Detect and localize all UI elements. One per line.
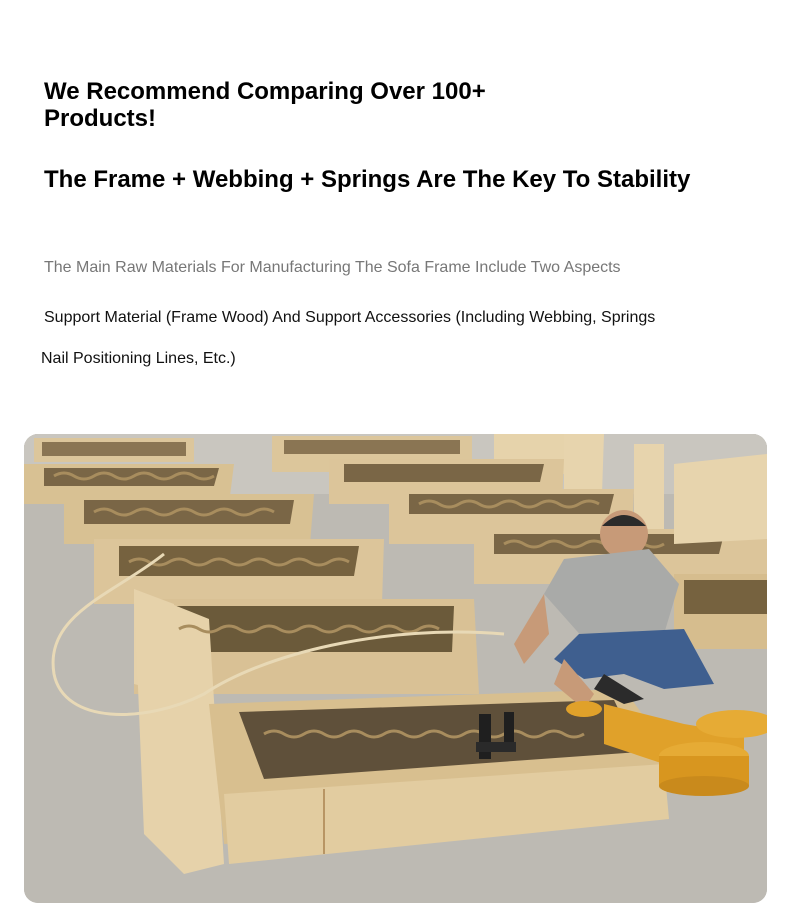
heading-primary: We Recommend Comparing Over 100+ Products! <box>44 78 486 132</box>
frame-far-1 <box>34 438 194 462</box>
heading-secondary: The Frame + Webbing + Springs Are The Key To Stability <box>44 166 691 193</box>
subheading: The Main Raw Materials For Manufacturing The Sofa Frame Include Two Aspects <box>44 259 621 276</box>
photo-illustration <box>24 434 767 903</box>
frame-left-3 <box>64 494 314 544</box>
body-line: Support Material (Frame Wood) And Support Accessories (Including Webbing, Springs <box>44 309 656 326</box>
workshop-sofa-frames-photo <box>24 434 767 903</box>
body-continuation: Nail Positioning Lines, Etc.) <box>41 350 236 367</box>
